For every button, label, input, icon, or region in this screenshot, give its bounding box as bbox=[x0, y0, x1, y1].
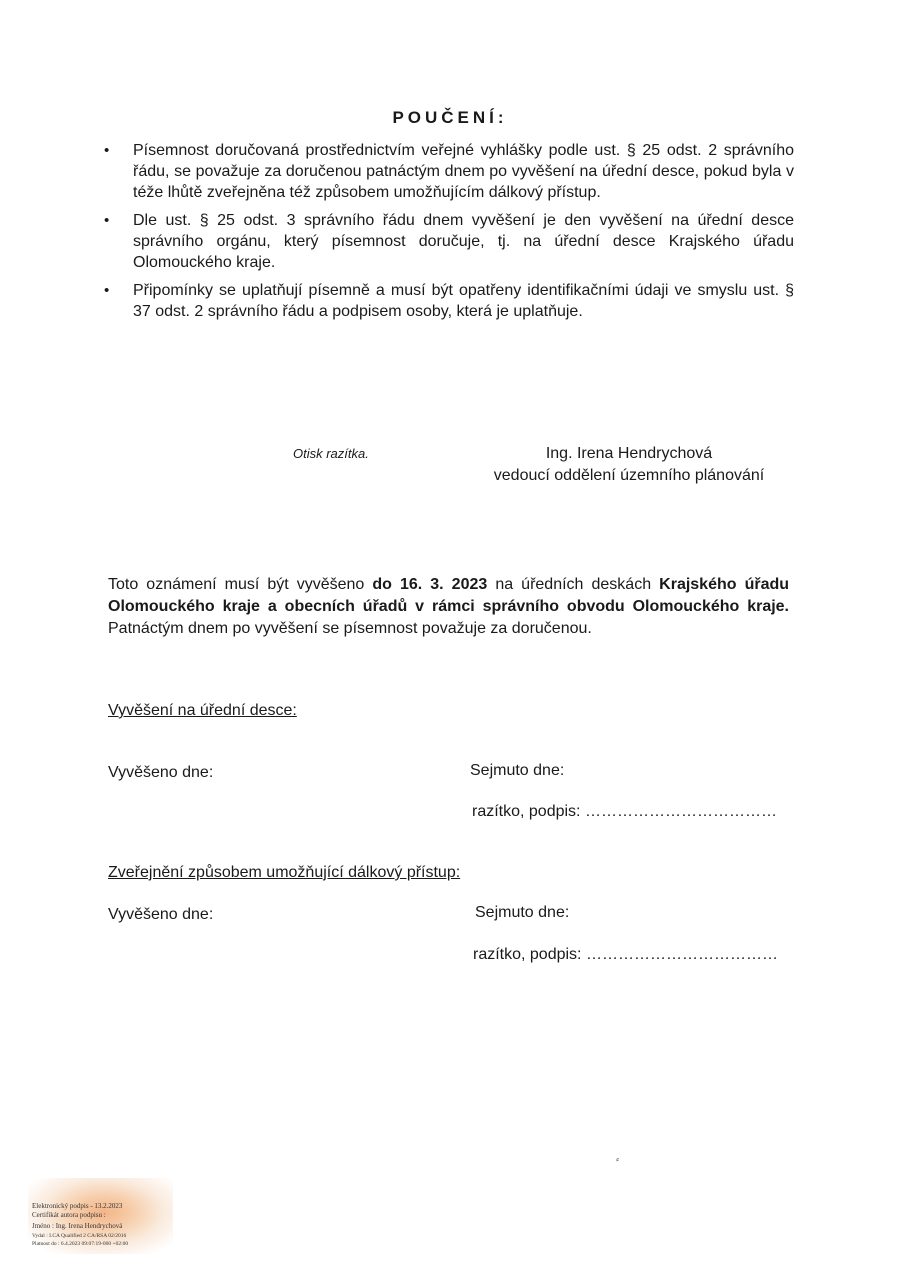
board-posted-label: Vyvěšeno dne: bbox=[108, 764, 214, 781]
signature-block bbox=[474, 443, 784, 487]
seal-line: Elektronický podpis - 13.2.2023 bbox=[32, 1202, 123, 1210]
board-removed-label: Sejmuto dne: bbox=[470, 762, 565, 779]
notice-deadline: do 16. 3. 2023 bbox=[372, 576, 488, 593]
notice-text: Patnáctým dnem po vyvěšení se písemnost považuje za doručenou. bbox=[108, 620, 592, 637]
stamp-note: Otisk razítka. bbox=[293, 446, 369, 461]
list-item: • Písemnost doručovaná prostřednictvím veřejné vyhlášky podle ust. § 25 odst. 2 správního řádu, se považuje za doručenou patnáctým dnem po vyvěšení na úřední desce, pokud byla v téže lhůtě zveřejněna též způsobem umožňujícím dálkový přístup. bbox=[104, 140, 794, 203]
signer-name: Ing. Irena Hendrychová bbox=[545, 445, 713, 462]
board-section-title: Vyvěšení na úřední desce: bbox=[108, 702, 297, 719]
seal-line: Vydal : I.CA Qualified 2 CA/RSA 02/2016 bbox=[32, 1233, 127, 1239]
notice-place: Krajského úřadu Olomouckého kraje a obecních úřadů v rámci správního obvodu Olomouckého kraje. bbox=[108, 576, 790, 615]
electronic-signature-seal bbox=[28, 1178, 173, 1254]
stray-mark: ⸗ bbox=[616, 1154, 619, 1164]
notice-text: na úředních deskách bbox=[487, 576, 660, 593]
notice-text: Toto oznámení musí být vyvěšeno bbox=[108, 576, 373, 593]
page-title: POUČENÍ: bbox=[392, 108, 508, 127]
seal-line: Platnost do : 6.4.2023 09:07:19-000 +02:00 bbox=[32, 1241, 129, 1247]
list-item: • Dle ust. § 25 odst. 3 správního řádu dnem vyvěšení je den vyvěšení na úřední desce správního orgánu, který písemnost doručuje, tj. na úřední desce Krajského úřadu Olomouckého kraje. bbox=[104, 210, 794, 273]
seal-line: Jméno : Ing. Irena Hendrychová bbox=[32, 1222, 123, 1230]
remote-stamp-signature-line: razítko, podpis: ……………………………… bbox=[473, 946, 778, 963]
list-item: • Připomínky se uplatňují písemně a musí být opatřeny identifikačními údaji ve smyslu ust. § 37 odst. 2 správního řádu a podpisem osoby, která je uplatňuje. bbox=[104, 280, 794, 322]
signer-title: vedoucí oddělení územního plánování bbox=[493, 467, 765, 484]
remote-posted-label: Vyvěšeno dne: bbox=[108, 906, 214, 923]
posting-notice bbox=[108, 574, 789, 640]
instructions-list bbox=[104, 140, 794, 329]
remote-removed-label: Sejmuto dne: bbox=[475, 904, 570, 921]
seal-line: Certifikát autora podpisu : bbox=[32, 1211, 106, 1219]
board-stamp-signature-line: razítko, podpis: ……………………………… bbox=[472, 803, 777, 820]
remote-section-title: Zveřejnění způsobem umožňující dálkový přístup: bbox=[108, 864, 461, 881]
